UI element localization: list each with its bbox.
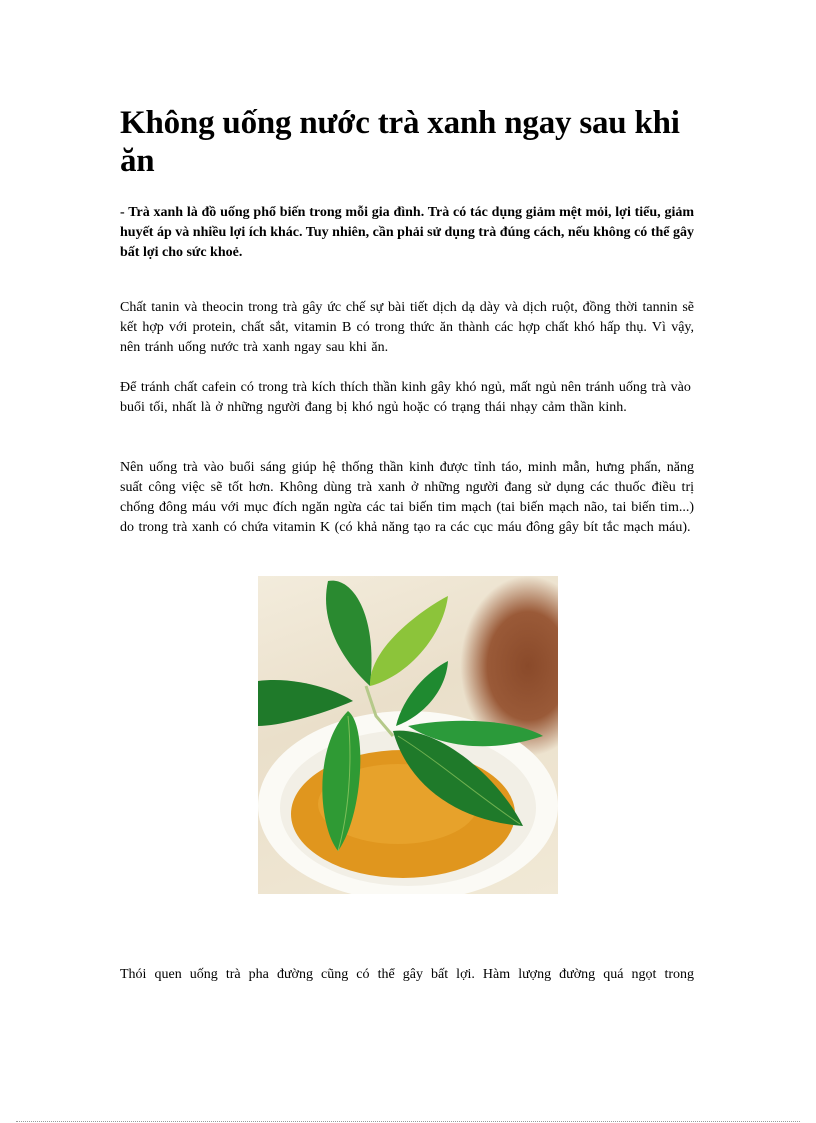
paragraph-morning: Nên uống trà vào buổi sáng giúp hệ thống thần kinh được tỉnh táo, minh mẫn, hưng phấn, năng suất công việc sẽ tốt hơn. Không dùng trà xanh ở những người đang sử dụng các thuốc điều trị chống đông máu với mục đích ngăn ngừa các tai biến tim mạch (tai biến mạch não, tai biến tim...) do trong trà xanh có chứa vitamin K (có khả năng tạo ra các cục máu đông gây bít tắc mạch máu). <box>120 460 694 535</box>
article-title: Không uống nước trà xanh ngay sau khi ăn <box>120 105 680 179</box>
page-break-divider <box>16 1121 800 1122</box>
paragraph-caffeine: Để tránh chất cafein có trong trà kích thích thần kinh gây khó ngủ, mất ngủ nên tránh uống trà vào buổi tối, nhất là ở những người đang bị khó ngủ hoặc có trạng thái nhạy cảm thần kinh. <box>120 380 691 415</box>
article-lead: - Trà xanh là đồ uống phổ biến trong mỗi gia đình. Trà có tác dụng giảm mệt mỏi, lợi tiểu, giảm huyết áp và nhiều lợi ích khác. Tuy nhiên, cần phải sử dụng trà đúng cách, nếu không có thể gây bất lợi cho sức khoẻ. <box>120 205 694 260</box>
green-tea-image <box>258 576 558 894</box>
tea-illustration-icon <box>258 576 558 894</box>
paragraph-sugar: Thói quen uống trà pha đường cũng có thể gây bất lợi. Hàm lượng đường quá ngọt trong <box>120 967 694 982</box>
paragraph-tannin: Chất tanin và theocin trong trà gây ức chế sự bài tiết dịch dạ dày và dịch ruột, đồng thời tannin sẽ kết hợp với protein, chất sắt, vitamin B có trong thức ăn thành các hợp chất khó hấp thụ. Vì vậy, nên tránh uống nước trà xanh ngay sau khi ăn. <box>120 300 694 355</box>
